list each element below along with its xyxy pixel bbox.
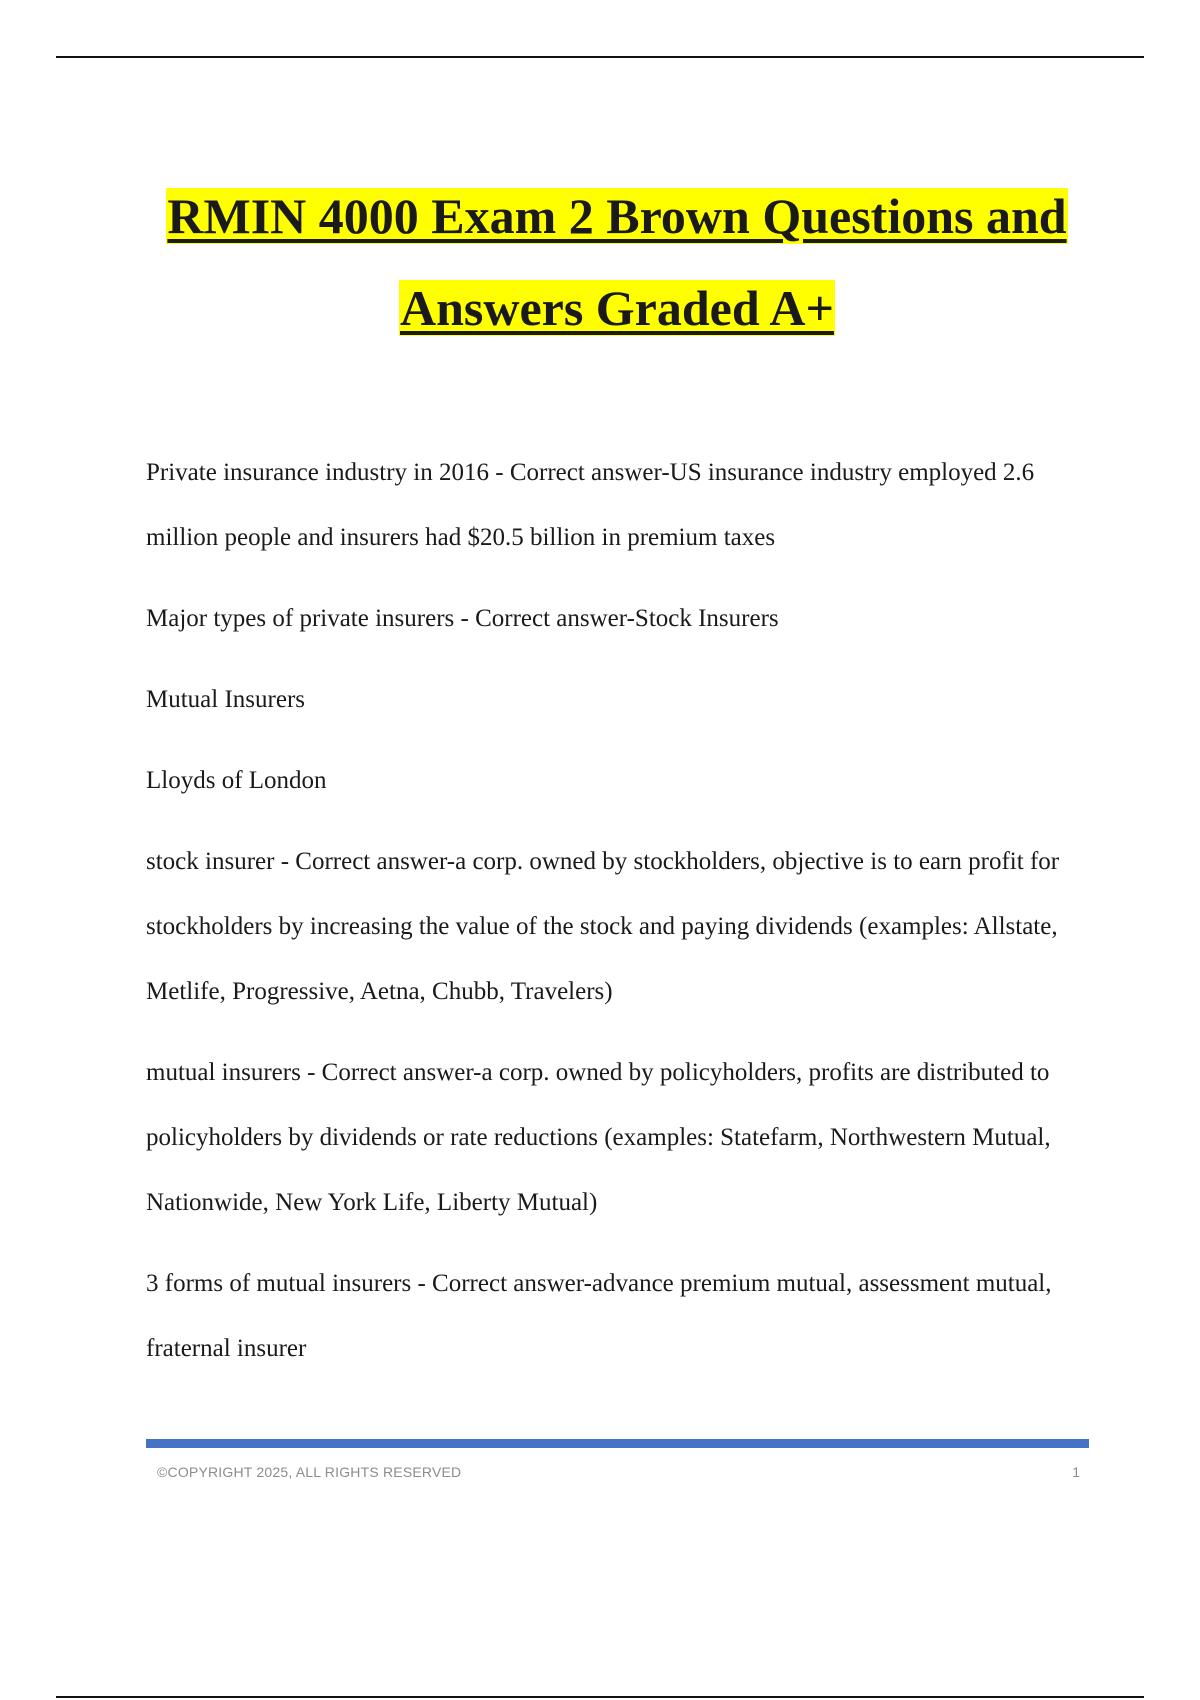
paragraph-major-types: Major types of private insurers - Correct answer-Stock Insurers [146,605,779,632]
footer-copyright: ©COPYRIGHT 2025, ALL RIGHTS RESERVED [157,1464,462,1480]
paragraph-mutual-insurers-item: Mutual Insurers [146,686,305,713]
paragraph-stock-insurer: stock insurer - Correct answer-a corp. owned by stockholders, objective is to earn profit for stockholders by increasing the value of the stock and paying dividends (examples: Allstate, Metlife, Progressive, Aetna, Chubb, Travelers) [146,848,1060,1005]
footer-bar [146,1439,1089,1448]
bottom-rule [56,1696,1144,1698]
top-rule [56,56,1144,58]
title-line-2: Answers Graded A+ [399,280,835,336]
document-body [146,440,1091,1397]
paragraph-lloyds-item: Lloyds of London [146,767,327,794]
title-line-1: RMIN 4000 Exam 2 Brown Questions and [167,188,1067,244]
paragraph-private-insurance-industry: Private insurance industry in 2016 - Correct answer-US insurance industry employed 2.6 million people and insurers had $20.5 billion in premium taxes [146,459,1035,551]
page-number: 1 [1072,1464,1080,1480]
paragraph-forms-of-mutual: 3 forms of mutual insurers - Correct answer-advance premium mutual, assessment mutual, fraternal insurer [146,1270,1052,1362]
paragraph-mutual-insurers: mutual insurers - Correct answer-a corp. owned by policyholders, profits are distributed to policyholders by dividends or rate reductions (examples: Statefarm, Northwestern Mutual, Nationwide, New York Life, Liberty Mutual) [146,1059,1051,1216]
document-title [145,170,1089,354]
